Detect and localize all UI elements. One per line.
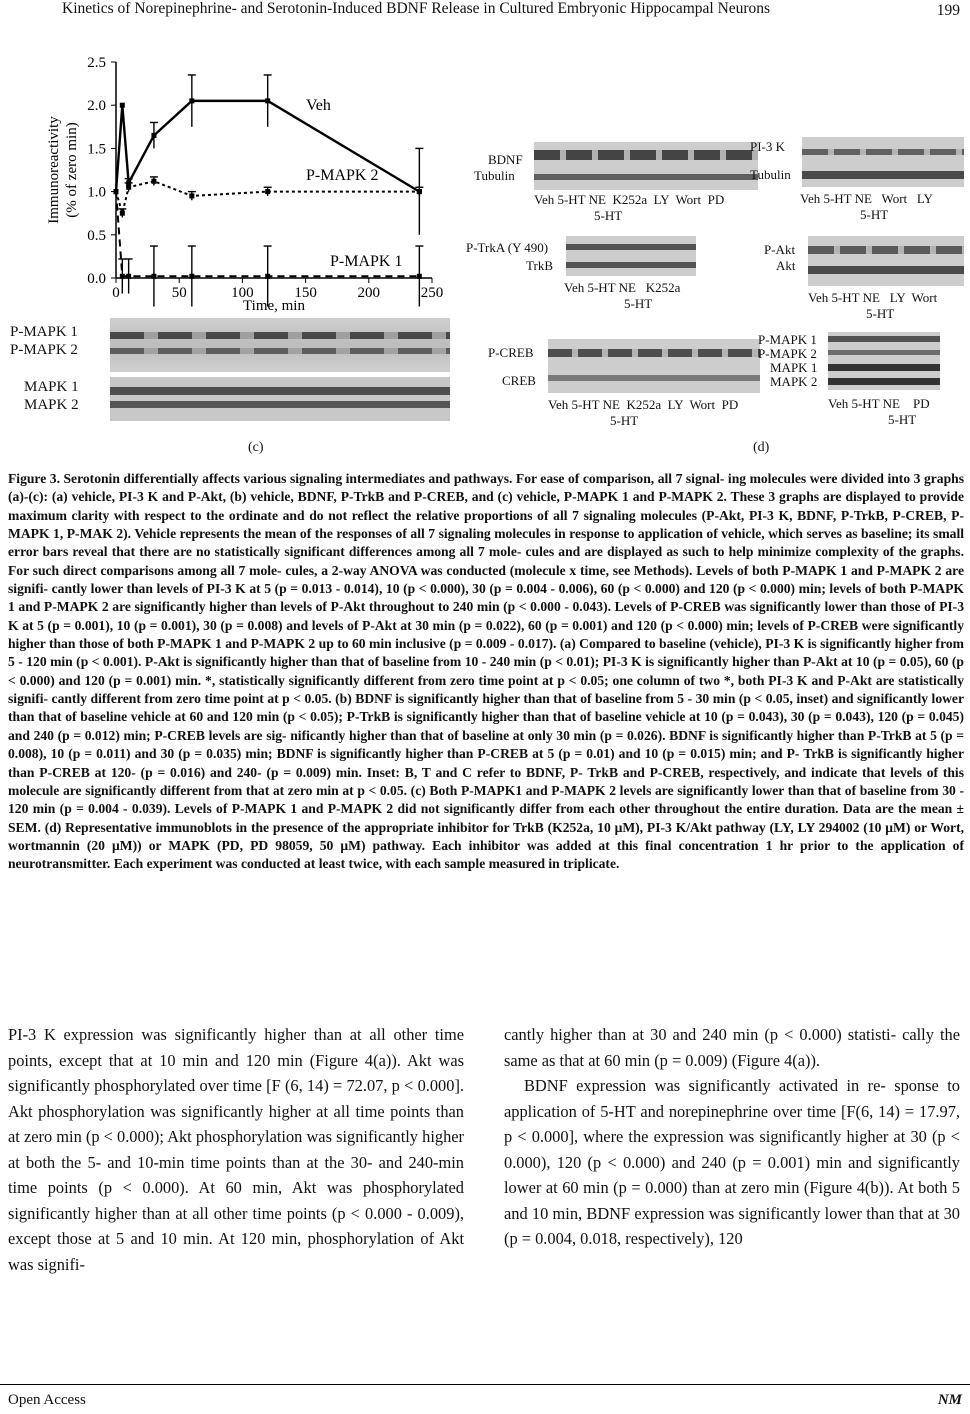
data-point xyxy=(151,274,156,279)
blot-image-bdnf xyxy=(534,142,758,190)
series-label: P-MAPK 1 xyxy=(330,253,403,270)
body-paragraph: PI-3 K expression was significantly higher than at all other time points, except that at 10 min and 120 min (Figure 4(a)). Akt was significantly phosphorylated over time [F (6, 14) = 72.07, p < 0.000]. Akt phosphorylation was significantly higher at all time points than at zero min (p < 0.000); Akt phosphorylation was significantly higher at both the 5- and 10-min time points than at the 30- and 240-min time points (p < 0.000). At 60 min, Akt was phosphorylated significantly higher than at all other time points (p < 0.000 - 0.009), except those at 5 and 10 min. At 120 min, phosphorylation of Akt was signifi- xyxy=(8,1025,464,1274)
blot-sub-akt: 5-HT xyxy=(866,306,895,321)
y-tick-label: 1.0 xyxy=(87,184,106,201)
blot-d-akt xyxy=(762,234,968,324)
data-point xyxy=(417,189,422,194)
blot-c-mapk xyxy=(0,375,460,425)
data-point xyxy=(126,185,131,190)
blot-c-pmapk xyxy=(0,316,460,376)
blot-label-mapk1-d: MAPK 1 xyxy=(770,360,818,375)
series-label: P-MAPK 2 xyxy=(306,167,379,184)
body-paragraph: cantly higher than at 30 and 240 min (p < 0.000) statisti- cally the same as that at 60 min (p = 0.009) (Figure 4(a)). xyxy=(504,1025,960,1070)
x-axis-label: Time, min xyxy=(243,298,305,314)
blot-label-pmapk2-d: P-MAPK 2 xyxy=(758,346,817,361)
data-point xyxy=(189,274,194,279)
blot-lanes-bdnf: Veh 5-HT NE K252a LY Wort PD xyxy=(534,192,725,207)
blot-lanes-trka: Veh 5-HT NE K252a xyxy=(564,280,681,295)
data-point xyxy=(114,189,119,194)
blot-image-pmapk xyxy=(110,318,450,372)
blot-label-pcreb: P-CREB xyxy=(488,345,534,360)
blot-d-bdnf xyxy=(470,138,760,228)
figure-caption: Figure 3. Serotonin differentially affects various signaling intermediates and pathways. For ease of comparison, all 7 signal- ing molecules were divided into 3 graphs (a)-(c): (a) vehicle, PI-3 K and P-Akt, (b) vehicle, BDNF, P-TrkB and P-CREB, and (c) vehicle, P-MAPK 1 and P-MAPK 2. These 3 graphs are displayed to provide maximum clarity with respect to the ordinate and do not reflect the relative proportions of all 7 signaling molecules (P-Akt, PI-3 K, BDNF, P-TrkB, P-CREB, P-MAPK 1, P-MAK 2). Vehicle represents the mean of the responses of all 7 signaling molecules in response to application of vehicle, which serves as baseline; its small error bars reveal that there are no statistically significant differences among all 7 mole- cules and are displayed as such to help minimize complexity of the graphs. For such direct comparisons among all 7 mole- cules, a 2-way ANOVA was conducted (molecule x time, see Methods). Levels of both P-MAPK 1 and P-MAPK 2 are signifi- cantly lower than levels of PI-3 K at 5 (p = 0.013 - 0.014), 10 (p < 0.000), 30 (p = 0.004 - 0.006), 60 (p < 0.000) and 120 (p < 0.000) min; levels of both P-MAPK 1 and P-MAPK 2 are significantly higher than levels of P-Akt throughout to 240 min (p < 0.000 - 0.043). Levels of P-CREB was significantly lower than those of PI-3 K at 5 (p = 0.001), 10 (p = 0.001), 30 (p = 0.008) and levels of P-Akt at 30 min (p = 0.022), 60 (p = 0.001) and 120 (p < 0.000) min; levels of P-CREB were significantly higher than those of both P-MAPK 1 and P-MAPK 2 up to 60 min inclusive (p = 0.009 - 0.017). (a) Compared to baseline (vehicle), PI-3 K is significantly higher from 5 - 120 min (p < 0.001). P-Akt is significantly higher than that of baseline from 10 - 240 min (p < 0.01); PI-3 K is significantly higher than P-Akt at 10 (p = 0.05), 60 (p < 0.000) and 120 (p = 0.001) min. *, statistically significantly different from zero time point at p < 0.05; one column of two *, both PI-3 K and P-Akt are statistically signifi- cantly different from zero time point at p < 0.05. (b) BDNF is significantly higher than that of baseline from 5 - 30 min (p < 0.05, inset) and significantly lower than that of baseline vehicle at 60 and 120 min (p < 0.05); P-TrkB is significantly higher than that of baseline vehicle at 10 (p = 0.043), 30 (p = 0.043), 120 (p = 0.045) and 240 (p = 0.012) min; P-CREB levels are sig- nificantly higher than that of baseline at only 30 min (p = 0.026). BDNF is significantly higher than P-TrkB at 5 (p = 0.008), 10 (p = 0.011) and 30 (p = 0.035) min; BDNF is significantly higher than P-CREB at 5 (p = 0.01) and 10 (p = 0.015) min; and P- TrkB is significantly higher than P-CREB at 120- (p = 0.016) and 240- (p = 0.009) min. Inset: B, T and C refer to BDNF, P- TrkB and P-CREB, respectively, and indicate that levels of this molecule are significantly different from that at zero min at p < 0.05. (c) Both P-MAPK1 and P-MAPK 2 levels are significantly lower than that of baseline from 30 - 120 min (p = 0.004 - 0.039). Levels of P-MAPK 1 and P-MAPK 2 did not significantly differ from each other throughout the entire duration. Data are the mean ± SEM. (d) Representative immunoblots in the presence of the appropriate inhibitor for TrkB (K252a, 10 μM), PI-3 K/Akt pathway (LY, LY 294002 (10 μM) or Wort, wortmannin (20 μM)) or MAPK (PD, PD 98059, 50 μM) pathway. Each inhibitor was added at this final concentration 1 hr prior to the application of neurotransmitter. Each experiment was conducted at least twice, with each sample measured in triplicate. xyxy=(8,471,964,872)
blot-label-pakt: P-Akt xyxy=(764,242,796,257)
blot-lanes-creb: Veh 5-HT NE K252a LY Wort PD xyxy=(548,397,739,412)
series-label: Veh xyxy=(306,97,331,114)
y-axis-label: Immunoreactivity xyxy=(46,116,62,224)
data-point xyxy=(120,274,125,279)
x-tick-label: 250 xyxy=(420,285,444,301)
blot-label-mapk2-d: MAPK 2 xyxy=(770,374,818,389)
y-tick-label: 2.0 xyxy=(87,98,106,115)
blot-label-akt: Akt xyxy=(776,258,796,273)
data-point xyxy=(265,274,270,279)
blot-label-creb: CREB xyxy=(502,373,536,388)
blot-lanes-akt: Veh 5-HT NE LY Wort xyxy=(808,290,938,305)
data-point xyxy=(265,189,270,194)
blot-label-tubulin-2: Tubulin xyxy=(750,167,791,182)
x-tick-label: 0 xyxy=(112,285,120,301)
blot-lanes-pi3k: Veh 5-HT NE Wort LY xyxy=(800,191,933,206)
y-tick-label: 0.5 xyxy=(87,227,106,244)
blot-d-creb xyxy=(486,337,766,437)
x-tick-label: 100 xyxy=(231,285,254,301)
body-paragraph: BDNF expression was significantly activated in re- sponse to application of 5-HT and norepinephrine over time [F(6, 14) = 17.97, p < 0.000], where the expression was significantly higher at 30 (p < 0.000), 120 (p < 0.000) and 240 (p = 0.001) min and significantly lower at 60 min (p = 0.000) than at zero min (Figure 4(b)). At both 5 and 10 min, BDNF expression was significantly lower than that at 30 (p = 0.004, 0.018, respectively), 120 xyxy=(504,1076,960,1248)
blot-label-pi3k: PI-3 K xyxy=(750,139,786,154)
blot-image-mapk xyxy=(110,377,450,421)
data-point xyxy=(265,98,270,103)
running-title: Kinetics of Norepinephrine- and Serotonin-Induced BDNF Release in Cultured Embryonic Hippocampal Neurons xyxy=(62,0,771,17)
blot-label-mapk1: MAPK 1 xyxy=(24,379,79,395)
page-number: 199 xyxy=(936,2,960,19)
blot-sub-creb: 5-HT xyxy=(610,413,639,428)
blot-sub-mapk: 5-HT xyxy=(888,412,917,427)
x-tick-label: 150 xyxy=(294,285,317,301)
blot-label-trkb: TrkB xyxy=(526,258,553,273)
blot-label-tubulin: Tubulin xyxy=(474,168,515,183)
data-point xyxy=(120,103,125,108)
panel-label-c: (c) xyxy=(248,440,264,455)
data-point xyxy=(189,193,194,198)
blot-sub-pi3k: 5-HT xyxy=(860,207,889,222)
blot-label-bdnf: BDNF xyxy=(488,152,523,167)
y-tick-label: 2.5 xyxy=(87,55,106,71)
blot-lanes-mapk: Veh 5-HT NE PD xyxy=(828,396,930,411)
blot-label-pmapk1: P-MAPK 1 xyxy=(10,324,78,340)
blot-image-trka xyxy=(566,236,696,276)
body-column-left xyxy=(8,1022,464,1277)
x-tick-label: 50 xyxy=(171,285,187,301)
blot-sub-bdnf: 5-HT xyxy=(594,208,623,223)
blot-sub-trka: 5-HT xyxy=(624,296,653,311)
panel-label-d: (d) xyxy=(753,440,770,455)
data-point xyxy=(189,98,194,103)
blot-label-mapk2: MAPK 2 xyxy=(24,397,79,413)
blot-d-trka xyxy=(466,234,706,314)
open-access-label: Open Access xyxy=(8,1392,86,1408)
data-point xyxy=(151,179,156,184)
journal-abbrev: NM xyxy=(937,1392,962,1408)
running-header xyxy=(0,0,970,30)
blot-label-pmapk1-d: P-MAPK 1 xyxy=(758,332,817,347)
data-point xyxy=(120,211,125,216)
blot-image-creb xyxy=(548,339,760,393)
body-column-right xyxy=(504,1022,960,1252)
figure-3 xyxy=(0,40,970,460)
series-line xyxy=(116,181,419,213)
y-tick-label: 0.0 xyxy=(87,271,106,287)
data-point xyxy=(417,274,422,279)
y-axis-label: (% of zero min) xyxy=(64,122,80,218)
blot-image-pi3k xyxy=(802,137,964,187)
footer-rule xyxy=(0,1384,970,1385)
blot-label-pmapk2: P-MAPK 2 xyxy=(10,342,78,358)
data-point xyxy=(126,274,131,279)
blot-image-mapk-d xyxy=(828,332,940,390)
y-tick-label: 1.5 xyxy=(87,141,106,158)
blot-label-ptrka: P-TrkA (Y 490) xyxy=(466,240,549,255)
data-point xyxy=(151,133,156,138)
blot-image-akt xyxy=(808,236,964,286)
footer xyxy=(0,1388,970,1414)
blot-d-mapk xyxy=(756,330,966,430)
blot-d-pi3k xyxy=(748,135,968,225)
x-tick-label: 200 xyxy=(357,285,381,301)
